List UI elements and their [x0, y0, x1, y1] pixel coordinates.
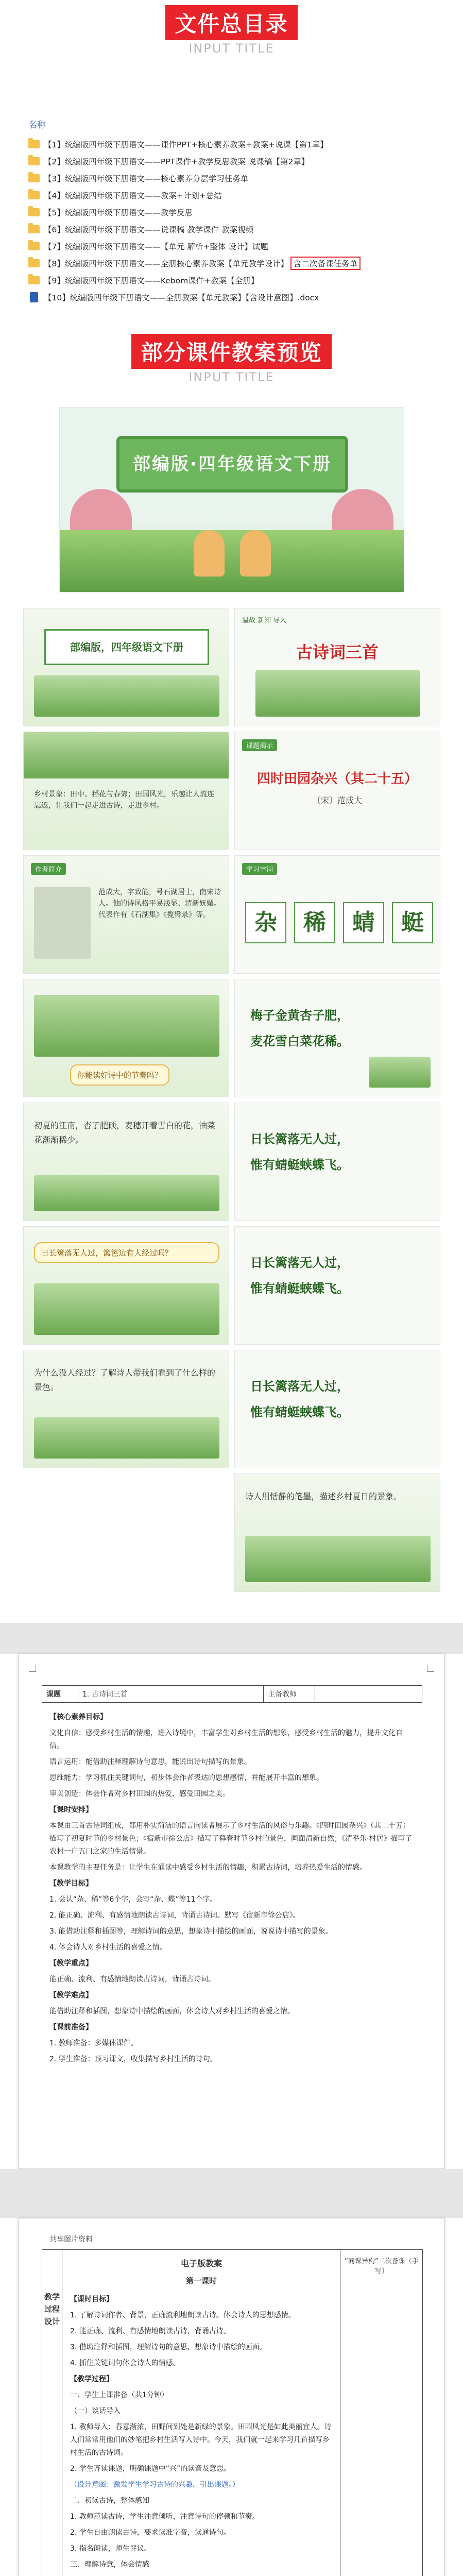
paragraph: 二、初读古诗，整体感知 [70, 2497, 149, 2505]
folder-icon [28, 140, 40, 148]
slide-12 [234, 1226, 440, 1345]
character-card: 杂 [245, 902, 286, 943]
directory-row[interactable] [28, 221, 451, 238]
slide-author: 〔宋〕范成大 [312, 795, 362, 805]
lesson-number: 第一课时 [185, 2276, 217, 2285]
slide-text: 诗人用恬静的笔墨，描述乡村夏日的景象。 [245, 1492, 402, 1501]
child-illustration [240, 530, 271, 577]
paragraph: 审美创造：体会作者对乡村田园的热爱，感受田园之美。 [49, 1790, 230, 1798]
slide-tag: 作者简介 [31, 863, 66, 875]
slide-text: 为什么没人经过？了解诗人带我们看到了什么样的景色。 [34, 1368, 216, 1392]
directory-row-label: 【7】统编版四年级下册语文——【单元 解析+整体 设计】试题 [44, 242, 268, 251]
paragraph: 4. 体会诗人对乡村生活的喜爱之情。 [49, 1943, 167, 1952]
word-file-icon [30, 292, 38, 302]
paragraph: 4. 抓住关键词句体会诗人的情感。 [70, 2359, 180, 2367]
folder-icon [28, 259, 40, 267]
slide-text: 初夏的江南，杏子肥硕，麦穗开着雪白的花，油菜花渐渐稀少。 [34, 1121, 216, 1145]
cover-slide [59, 407, 404, 592]
poem-line: 日长篱落无人过， [250, 1256, 349, 1270]
folder-icon [28, 208, 40, 216]
folder-icon [28, 191, 40, 199]
slide-2 [234, 608, 440, 726]
paragraph: 2. 学生自由朗读古诗，要求读准字音，读通诗句。 [70, 2529, 231, 2537]
slide-title: 四时田园杂兴（其二十五） [256, 771, 418, 787]
slide-11 [23, 1226, 229, 1345]
notes-column [340, 2249, 423, 2576]
field-illustration [34, 1417, 219, 1459]
paragraph: 3. 指名朗读，师生评议。 [70, 2545, 151, 2553]
folder-icon [28, 225, 40, 233]
directory-row-label: 【2】统编版四年级下册语文——PPT课件+教学反思教案 说课稿【第2章】 [44, 157, 310, 166]
page-gap [0, 1623, 463, 1654]
table-cell: 1. 古诗词三首 [78, 1686, 264, 1703]
fence-illustration [34, 1283, 219, 1335]
paragraph: 【核心素养目标】 [49, 1713, 107, 1721]
slide-10 [234, 1103, 440, 1221]
paragraph: （设计意图：激发学生学习古诗的兴趣，引出课题。） [70, 2481, 239, 2489]
lesson-plan-text [70, 2293, 335, 2576]
page-top-line: 共享图片资料 [49, 2235, 93, 2244]
page-corner-mark [29, 1665, 36, 1672]
slide-4 [234, 732, 440, 850]
slide-title: 部编版，四年级语文下册 [44, 629, 209, 665]
slide-tag: 学习字词 [242, 863, 277, 875]
page-gap [0, 2169, 463, 2218]
slide-1 [23, 608, 229, 726]
name-column-header: 名称 [28, 120, 46, 130]
paragraph: 【课时目标】 [70, 2295, 113, 2303]
directory-row[interactable] [28, 135, 451, 152]
farm-illustration [255, 670, 420, 717]
paragraph: 1. 了解诗词作者、背景，正确流利地朗读古诗。体会诗人的思想感情。 [70, 2311, 296, 2319]
child-illustration [194, 530, 225, 577]
paragraph: 一、学生上课准备（共1分钟） [70, 2391, 168, 2399]
paragraph: 1. 教师准备：多媒体课件。 [49, 2039, 138, 2047]
process-label-column: 教学过程设计 [42, 2249, 62, 2576]
paragraph: 3. 借助注释和插图，理解诗句的意思，想象诗中描绘的画面。 [70, 2343, 267, 2351]
slide-9 [23, 1103, 229, 1221]
preview-subtitle: INPUT TITLE [188, 370, 275, 384]
paragraph: 本课由三首古诗词组成，都用朴实简洁的语言向读者展示了乡村生活的风俗与乐趣。《四时田园杂兴》（其二十五）描写了初夏时节的乡村景色；《宿新市徐公店》描写了暮春时节乡村的景色，画面清新自然；《清平乐·村居》描写了农村一户五口之家的生活情景。 [49, 1822, 413, 1856]
slide-14 [234, 1350, 440, 1468]
lesson-header-table [42, 1685, 422, 1703]
paragraph: 1. 会认“杂、稀”等6个字，会写“杂、蝶”等11个字。 [49, 1895, 217, 1904]
right-header: “同课异构”二次备课（手写） [345, 2258, 419, 2275]
slide-title: 古诗词三首 [296, 642, 379, 662]
directory-row[interactable] [28, 187, 451, 204]
slide-7 [23, 979, 229, 1097]
terrace-illustration [24, 732, 229, 778]
table-cell [315, 1686, 422, 1703]
character-card: 稀 [294, 902, 335, 943]
paragraph: 1. 教师导入：春意渐浓，田野间到处是新绿的景象。田园风光是如此美丽宜人。诗人们常常用他们的妙笔把乡村生活写入诗中。今天，我们就一起来学习几首描写乡村生活的古诗词。 [70, 2423, 332, 2457]
paragraph: 2. 能正确、流利、有感情地朗读古诗词，背诵古诗词。默写《宿新市徐公店》。 [49, 1911, 300, 1920]
question-bubble: 日长篱落无人过，篱笆边有人经过吗？ [34, 1242, 219, 1263]
directory-row[interactable] [28, 255, 451, 272]
paragraph: 思维能力：学习抓住关键词句，初步体会作者表达的思想感情，并能展开丰富的想象。 [49, 1774, 323, 1782]
paragraph: 【教学过程】 [70, 2375, 113, 2383]
file-directory [28, 117, 451, 306]
directory-row-label: 【1】统编版四年级下册语文——课件PPT+核心素养教案+教案+说课【第1章】 [44, 140, 328, 149]
table-border [42, 2249, 423, 2250]
directory-row[interactable] [28, 204, 451, 221]
slide-3 [23, 732, 229, 850]
poem-line: 日长篱落无人过， [250, 1379, 349, 1394]
paragraph: 2. 学生齐读课题，明确课题中“兴”的读音及意思。 [70, 2465, 231, 2473]
paragraph: 2. 能正确、流利、有感情地朗读古诗，背诵古诗。 [70, 2327, 231, 2335]
paragraph: 本课教学的主要任务是：让学生在诵读中感受乡村生活的情趣，积累古诗词，培养热爱生活的情感。 [49, 1863, 367, 1872]
field-illustration [34, 995, 219, 1057]
paragraph: 语言运用：能借助注释理解诗句意思，能说出诗句描写的景象。 [49, 1758, 251, 1766]
slide-text: 范成大，字致能，号石湖居士，南宋诗人。他的诗风格平易浅显、清新妩媚。代表作有《石湖集》《揽辔录》等。 [98, 888, 221, 919]
preview-title: 部分课件教案预览 [131, 334, 331, 369]
paragraph: 文化自信：感受乡村生活的情趣，进入诗境中，丰富学生对乡村生活的想象，感受乡村生活的魅力，提升文化自信。 [49, 1729, 403, 1750]
directory-row[interactable] [28, 152, 451, 170]
table-cell: 主备教师 [264, 1686, 315, 1703]
preview-banner [0, 334, 463, 384]
directory-row-label: 【3】统编版四年级下册语文——核心素养分层学习任务单 [44, 174, 249, 183]
directory-row-label: 【8】统编版四年级下册语文——全册核心素养教案【单元教学设计】 [44, 259, 288, 268]
directory-row-label: 【6】统编版四年级下册语文——说课稿 教学课件 教案视频 [44, 225, 254, 234]
document-page-1 [18, 1654, 445, 2169]
toc-banner [0, 5, 463, 56]
slide-header: 温故 新知 导入 [242, 617, 287, 624]
poem-line: 梅子金黄杏子肥， [250, 1008, 349, 1023]
paragraph: 【教学重点】 [49, 1959, 93, 1968]
field-illustration [34, 675, 219, 717]
paragraph: 【教学目标】 [49, 1879, 93, 1888]
directory-row-label: 【10】统编版四年级下册语文——全册教案【单元教案】【含设计意图】.docx [44, 293, 319, 302]
character-card: 蜻 [343, 902, 384, 943]
character-card: 蜓 [392, 902, 433, 943]
poem-line: 日长篱落无人过， [250, 1132, 349, 1146]
slide-5 [23, 855, 229, 974]
paragraph: 2. 学生准备：预习课文，收集描写乡村生活的诗句。 [49, 2055, 217, 2063]
center-title: 电子版教案 [180, 2259, 222, 2268]
highlight-note: 含二次备课任务单 [290, 257, 361, 270]
poem-line: 麦花雪白菜花稀。 [250, 1034, 349, 1048]
cover-title: 部编版·四年级语文下册 [116, 436, 348, 493]
flower-illustration [369, 1057, 431, 1088]
toc-subtitle: INPUT TITLE [188, 41, 275, 56]
paragraph: 【课时安排】 [49, 1806, 93, 1814]
directory-row[interactable] [28, 272, 451, 289]
poem-line: 惟有蜻蜓蛱蝶飞。 [250, 1281, 349, 1296]
paragraph: 能借助注释和插图，想象诗中描绘的画面，体会诗人对乡村生活的喜爱之情。 [49, 2007, 295, 2015]
directory-row[interactable] [28, 238, 451, 255]
question-bubble: 你能读好诗中的节奏吗？ [70, 1064, 169, 1086]
slide-6 [234, 855, 440, 974]
paragraph: 【教学难点】 [49, 1991, 93, 1999]
directory-row-label: 【5】统编版四年级下册语文——教学反思 [44, 208, 193, 217]
paragraph: （一）谈话导入 [70, 2407, 121, 2415]
paragraph: 3. 能借助注释和插图等，理解诗词的意思，想象诗中描绘的画面，说说诗中描写的景象。 [49, 1927, 333, 1936]
directory-row-label: 【9】统编版四年级下册语文——Kebom课件+教案【全册】 [44, 276, 259, 285]
field-illustration [34, 1175, 219, 1211]
portrait-illustration [34, 887, 91, 959]
directory-row[interactable] [28, 289, 451, 306]
folder-icon [28, 242, 40, 250]
paragraph: 1. 教师范读古诗，学生注意倾听，注意诗句的停顿和节奏。 [70, 2513, 260, 2521]
folder-icon [28, 276, 40, 284]
paragraph: 三、理解诗意，体会情感 [70, 2561, 149, 2569]
slide-tag: 课题揭示 [242, 739, 277, 751]
toc-title: 文件总目录 [165, 5, 297, 40]
lesson-plan-text [49, 1711, 415, 2069]
table-cell: 课题 [42, 1686, 78, 1703]
paragraph: 能正确、流利、有感情地朗读古诗词，背诵古诗词。 [49, 1975, 215, 1984]
slide-text: 乡村景象：田中、稻花与春郊；田园风光，乐趣让人流连忘返，让我们一起走进古诗，走进乡村。 [34, 790, 214, 810]
directory-row[interactable] [28, 170, 451, 187]
poem-line: 惟有蜻蜓蛱蝶飞。 [250, 1405, 349, 1419]
poem-line: 惟有蜻蜓蛱蝶飞。 [250, 1158, 349, 1172]
document-page-2 [18, 2218, 445, 2576]
grass-illustration [60, 530, 404, 592]
page-corner-mark [427, 1665, 434, 1672]
directory-row-label: 【4】统编版四年级下册语文——教案+计划+总结 [44, 191, 222, 200]
folder-icon [28, 157, 40, 165]
field-illustration [245, 1536, 431, 1582]
paragraph: 【课前准备】 [49, 2023, 93, 2031]
slide-8 [234, 979, 440, 1097]
folder-icon [28, 174, 40, 182]
slide-15 [234, 1473, 440, 1592]
slide-13 [23, 1350, 229, 1468]
